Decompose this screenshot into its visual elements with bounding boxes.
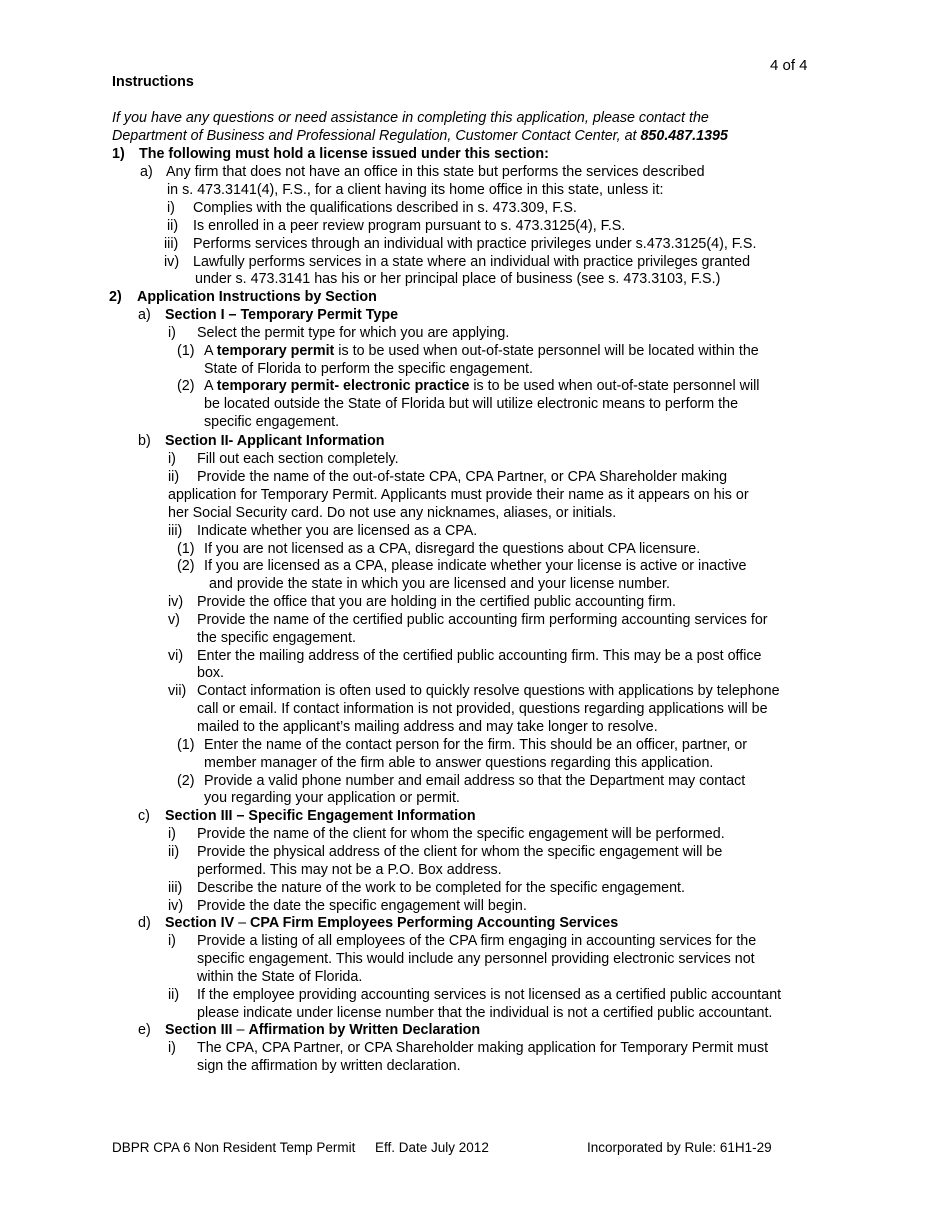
section-1-heading: 1) The following must hold a license issued under this section: xyxy=(112,146,549,162)
list-item-cont: box. xyxy=(197,665,225,681)
footer-rule: Incorporated by Rule: 61H1-29 xyxy=(587,1140,772,1155)
list-item: (2) Provide a valid phone number and email address so that the Department may contact xyxy=(177,773,746,789)
list-item: iv) Provide the office that you are holding in the certified public accounting firm. xyxy=(168,594,676,610)
list-item: iii) Performs services through an individual with practice privileges under s.473.3125(4), F.S. xyxy=(164,236,757,252)
list-item: i) The CPA, CPA Partner, or CPA Shareholder making application for Temporary Permit must xyxy=(168,1040,769,1056)
section-2b-heading: b) Section II- Applicant Information xyxy=(138,433,385,449)
list-item: i) Provide a listing of all employees of the CPA firm engaging in accounting services for the xyxy=(168,933,757,949)
list-item: (1) If you are not licensed as a CPA, disregard the questions about CPA licensure. xyxy=(177,541,701,557)
section-1a-line-2: in s. 473.3141(4), F.S., for a client having its home office in this state, unless it: xyxy=(167,182,664,198)
list-item-cont: member manager of the firm able to answer questions regarding this application. xyxy=(204,755,714,771)
section-2e-heading: e) Section III – Affirmation by Written Declaration xyxy=(138,1022,481,1038)
page-number: 4 of 4 xyxy=(770,57,808,74)
section-2c-heading: c) Section III – Specific Engagement Information xyxy=(138,808,476,824)
list-item-cont: application for Temporary Permit. Applicants must provide their name as it appears on his or xyxy=(168,487,749,503)
list-item: (1) Enter the name of the contact person for the firm. This should be an officer, partner, or xyxy=(177,737,748,753)
section-2-heading: 2) Application Instructions by Section xyxy=(109,289,377,305)
list-item-cont: State of Florida to perform the specific engagement. xyxy=(204,361,534,377)
list-item-cont: under s. 473.3141 has his or her principal place of business (see s. 473.3103, F.S.) xyxy=(195,271,721,287)
list-item: iv) Lawfully performs services in a state where an individual with practice privileges granted xyxy=(164,254,751,270)
list-item-cont: the specific engagement. xyxy=(197,630,356,646)
list-item: i) Provide the name of the client for whom the specific engagement will be performed. xyxy=(168,826,725,842)
list-item-cont: call or email. If contact information is not provided, questions regarding applications will be xyxy=(197,701,768,717)
list-item: i) Select the permit type for which you are applying. xyxy=(168,325,510,341)
list-item-cont: performed. This may not be a P.O. Box address. xyxy=(197,862,502,878)
list-item-cont: within the State of Florida. xyxy=(197,969,363,985)
list-item-cont: mailed to the applicant’s mailing address and may take longer to resolve. xyxy=(197,719,658,735)
list-item: ii) If the employee providing accounting services is not licensed as a certified public accountant xyxy=(168,987,782,1003)
list-item: iii) Indicate whether you are licensed as a CPA. xyxy=(168,523,478,539)
list-item-cont: please indicate under license number that the individual is not a certified public accountant. xyxy=(197,1005,773,1021)
footer-form-name: DBPR CPA 6 Non Resident Temp Permit xyxy=(112,1140,356,1155)
list-item-cont: you regarding your application or permit. xyxy=(204,790,460,806)
list-item: iii) Describe the nature of the work to be completed for the specific engagement. xyxy=(168,880,685,896)
footer-effective-date: Eff. Date July 2012 xyxy=(375,1140,489,1155)
list-item: v) Provide the name of the certified public accounting firm performing accounting services for xyxy=(168,612,768,628)
intro-line-1: If you have any questions or need assistance in completing this application, please contact the xyxy=(112,110,709,126)
list-item-cont: her Social Security card. Do not use any nicknames, aliases, or initials. xyxy=(168,505,617,521)
list-item-cont: sign the affirmation by written declaration. xyxy=(197,1058,461,1074)
list-item: i) Complies with the qualifications described in s. 473.309, F.S. xyxy=(167,200,577,216)
list-item: ii) Provide the physical address of the client for whom the specific engagement will be xyxy=(168,844,723,860)
list-item: iv) Provide the date the specific engagement will begin. xyxy=(168,898,527,914)
list-item: (2) A temporary permit- electronic practice is to be used when out-of-state personnel will xyxy=(177,378,760,394)
list-item: (1) A temporary permit is to be used when out-of-state personnel will be located within the xyxy=(177,343,759,359)
list-item-cont: be located outside the State of Florida but will utilize electronic means to perform the xyxy=(204,396,739,412)
list-item: vi) Enter the mailing address of the certified public accounting firm. This may be a post office xyxy=(168,648,762,664)
list-item: vii) Contact information is often used to quickly resolve questions with applications by telephone xyxy=(168,683,780,699)
list-item-cont: specific engagement. xyxy=(204,414,340,430)
list-item-cont: and provide the state in which you are licensed and your license number. xyxy=(209,576,670,592)
list-item: (2) If you are licensed as a CPA, please indicate whether your license is active or inactive xyxy=(177,558,747,574)
list-item-cont: specific engagement. This would include any personnel providing electronic services not xyxy=(197,951,755,967)
section-2d-heading: d) Section IV – CPA Firm Employees Performing Accounting Services xyxy=(138,915,619,931)
intro-line-2: Department of Business and Professional Regulation, Customer Contact Center, at 850.487.1395 xyxy=(112,128,728,144)
section-2a-heading: a) Section I – Temporary Permit Type xyxy=(138,307,399,323)
list-item: ii) Provide the name of the out-of-state CPA, CPA Partner, or CPA Shareholder making xyxy=(168,469,728,485)
section-1a: a) Any firm that does not have an office in this state but performs the services described xyxy=(140,164,705,180)
list-item: ii) Is enrolled in a peer review program pursuant to s. 473.3125(4), F.S. xyxy=(167,218,626,234)
page-heading: Instructions xyxy=(112,74,194,90)
list-item: i) Fill out each section completely. xyxy=(168,451,399,467)
contact-phone: 850.487.1395 xyxy=(640,128,728,144)
